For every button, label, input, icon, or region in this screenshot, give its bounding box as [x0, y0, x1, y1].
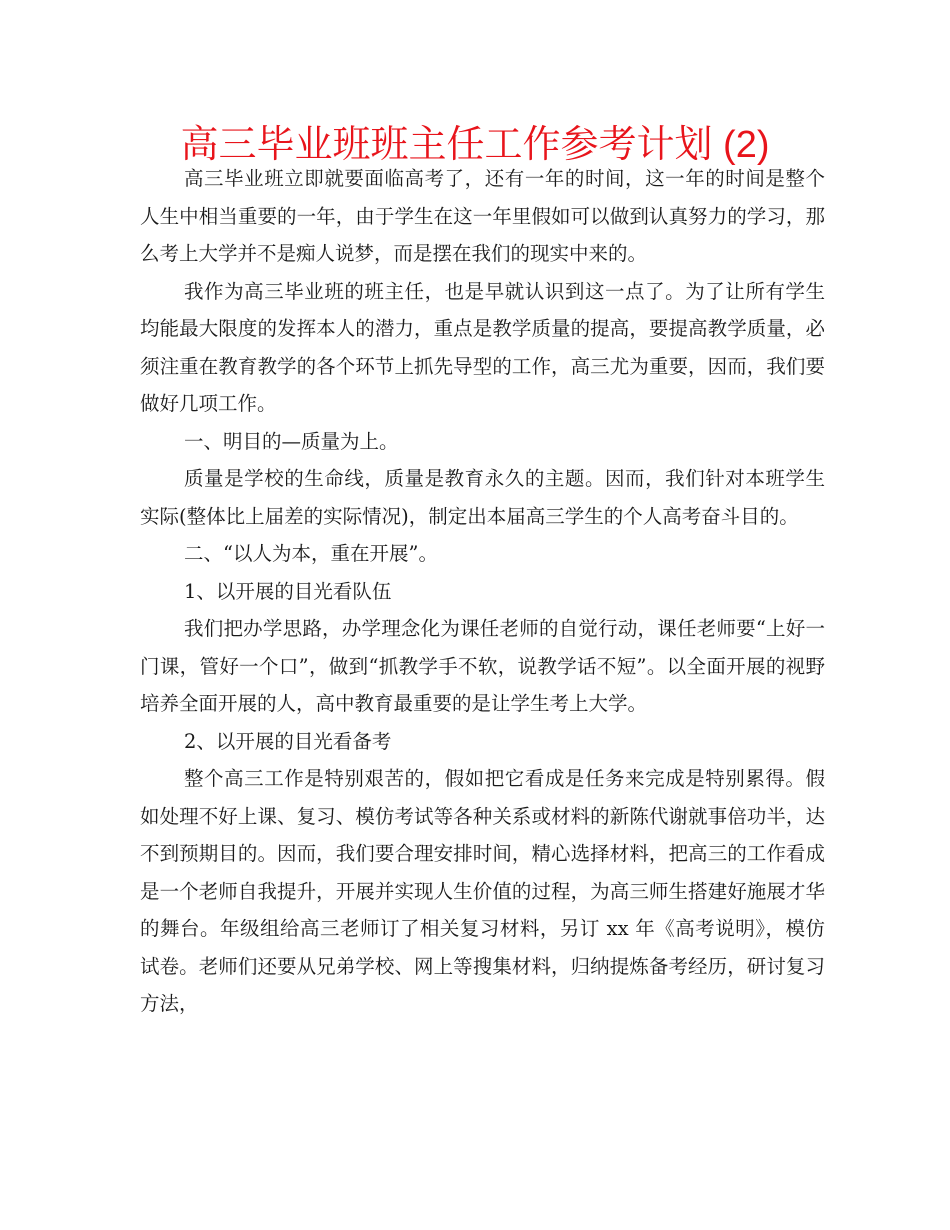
subsection-heading: 2、以开展的目光看备考 — [184, 729, 392, 753]
document-body — [140, 160, 825, 1023]
section-heading: 二、“以人为本，重在开展”。 — [184, 542, 438, 565]
paragraph: 我作为高三毕业班的班主任，也是早就认识到这一点了。为了让所有学生均能最大限度的发挥本人的潜力，重点是教学质量的提高，要提高教学质量，必须注重在教育教学的各个环节上抓先导型的工作，高三尤为重要，因而，我们要做好几项工作。 — [140, 279, 825, 415]
document-title: 高三毕业班班主任工作参考计划 (2) — [180, 124, 770, 166]
paragraph: 我们把办学思路，办学理念化为课任老师的自觉行动，课任老师要“上好一门课，管好一个口”，做到“抓教学手不软，说教学话不短”。以全面开展的视野培养全面开展的人，高中教育最重要的是让学生考上大学。 — [140, 617, 825, 715]
paragraph: 高三毕业班立即就要面临高考了，还有一年的时间，这一年的时间是整个人生中相当重要的一年，由于学生在这一年里假如可以做到认真努力的学习，那么考上大学并不是痴人说梦，而是摆在我们的现实中来的。 — [140, 167, 825, 265]
paragraph: 质量是学校的生命线，质量是教育永久的主题。因而，我们针对本班学生实际(整体比上届差的实际情况)，制定出本届高三学生的个人高考奋斗目的。 — [140, 467, 825, 528]
section-heading: 一、明目的—质量为上。 — [184, 429, 399, 453]
subsection-heading: 1、以开展的目光看队伍 — [184, 579, 392, 603]
paragraph: 整个高三工作是特别艰苦的，假如把它看成是任务来完成是特别累得。假如处理不好上课、复习、模仿考试等各种关系或材料的新陈代谢就事倍功半，达不到预期目的。因而，我们要合理安排时间，精心选择材料，把高三的工作看成是一个老师自我提升，开展并实现人生价值的过程，为高三师生搭建好施展才华的舞台。年级组给高三老师订了相关复习材料，另订 xx 年《高考说明》，模仿试卷。老师们还要从兄弟学校、网上等搜集材料，归纳提炼备考经历，研讨复习方法， — [140, 767, 825, 1015]
